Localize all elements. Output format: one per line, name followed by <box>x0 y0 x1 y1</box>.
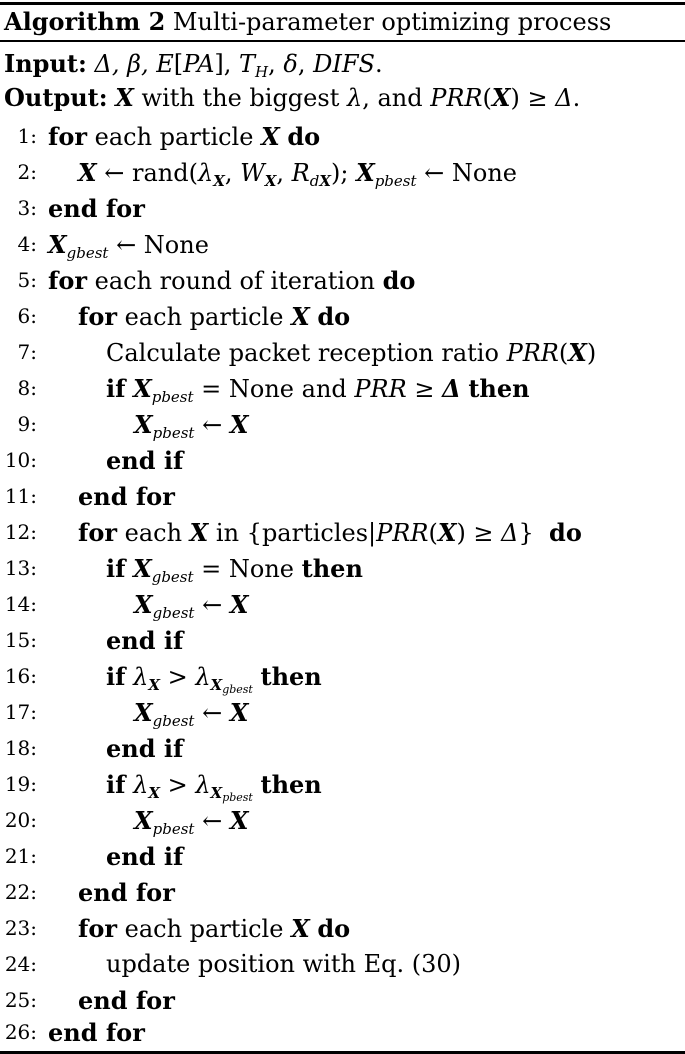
output-line <box>4 81 580 115</box>
line-number: 16: <box>4 664 37 688</box>
line-text: for each particle X do <box>78 302 351 331</box>
line-number: 20: <box>4 808 37 832</box>
line-text: end if <box>106 446 184 475</box>
line-text: end for <box>48 1018 145 1047</box>
line-number: 13: <box>4 556 37 580</box>
algorithm-title: Multi-parameter optimizing process <box>172 8 612 36</box>
line-text: end if <box>106 842 184 871</box>
line-text: end for <box>78 482 175 511</box>
line-number: 6: <box>17 304 37 328</box>
line-text: if $X_{gbest}$ = None then <box>106 554 363 586</box>
line-text: for each X in {particles|PRR(X) ≥ Δ} do <box>78 518 582 547</box>
line-number: 17: <box>4 700 37 724</box>
output-text: X with the biggest λ, and PRR(X) ≥ Δ. <box>115 83 581 112</box>
line-text: $X_{gbest}$ ← None <box>48 230 209 262</box>
line-text: if $\lambda_X > \lambda_{X_{gbest}}$ then <box>106 662 322 696</box>
line-text: for each particle X do <box>48 122 321 151</box>
input-label: Input: <box>4 49 87 78</box>
line-text: Calculate packet reception ratio PRR(X) <box>106 338 597 367</box>
line-text: if $X_{pbest}$ = None and PRR ≥ Δ then <box>106 374 530 406</box>
line-text: end for <box>78 878 175 907</box>
line-number: 21: <box>4 844 37 868</box>
algorithm-label: Algorithm 2 <box>4 7 166 36</box>
line-text: for each round of iteration do <box>48 266 416 295</box>
line-number: 23: <box>4 916 37 940</box>
output-label: Output: <box>4 83 108 112</box>
line-number: 14: <box>4 592 37 616</box>
line-number: 5: <box>17 268 37 292</box>
line-number: 3: <box>17 196 37 220</box>
line-text: if $\lambda_X > \lambda_{X_{pbest}}$ then <box>106 770 322 804</box>
line-text: update position with Eq. (30) <box>106 950 461 978</box>
line-number: 7: <box>17 340 37 364</box>
caption-rule <box>0 40 685 42</box>
line-number: 22: <box>4 880 37 904</box>
top-rule <box>0 2 685 5</box>
line-number: 25: <box>4 988 37 1012</box>
line-number: 24: <box>4 952 37 976</box>
line-number: 4: <box>17 232 37 256</box>
line-text: $X_{pbest}$ ← X <box>134 410 249 442</box>
line-number: 18: <box>4 736 37 760</box>
line-text: $X_{gbest}$ ← X <box>134 698 249 730</box>
input-line <box>4 47 383 81</box>
line-number: 2: <box>17 160 37 184</box>
line-text: end if <box>106 734 184 763</box>
line-number: 15: <box>4 628 37 652</box>
line-number: 11: <box>4 484 37 508</box>
line-number: 19: <box>4 772 37 796</box>
algorithm-caption <box>4 6 611 38</box>
line-text: end for <box>48 194 145 223</box>
line-text: end if <box>106 626 184 655</box>
line-text: for each particle X do <box>78 914 351 943</box>
line-number: 9: <box>17 412 37 436</box>
line-number: 26: <box>4 1020 37 1044</box>
line-number: 10: <box>4 448 37 472</box>
line-text: X ← $rand(\lambda_X$, $W_X$, $R_{dX}$); $X_{pbest}$ ← None <box>78 158 517 190</box>
line-number: 8: <box>17 376 37 400</box>
line-text: end for <box>78 986 175 1015</box>
line-number: 1: <box>17 124 37 148</box>
input-text: Δ, β, E[PA], $T_H$, δ, DIFS. <box>94 50 383 81</box>
line-number: 12: <box>4 520 37 544</box>
line-text: $X_{gbest}$ ← X <box>134 590 249 622</box>
line-text: $X_{pbest}$ ← X <box>134 806 249 838</box>
